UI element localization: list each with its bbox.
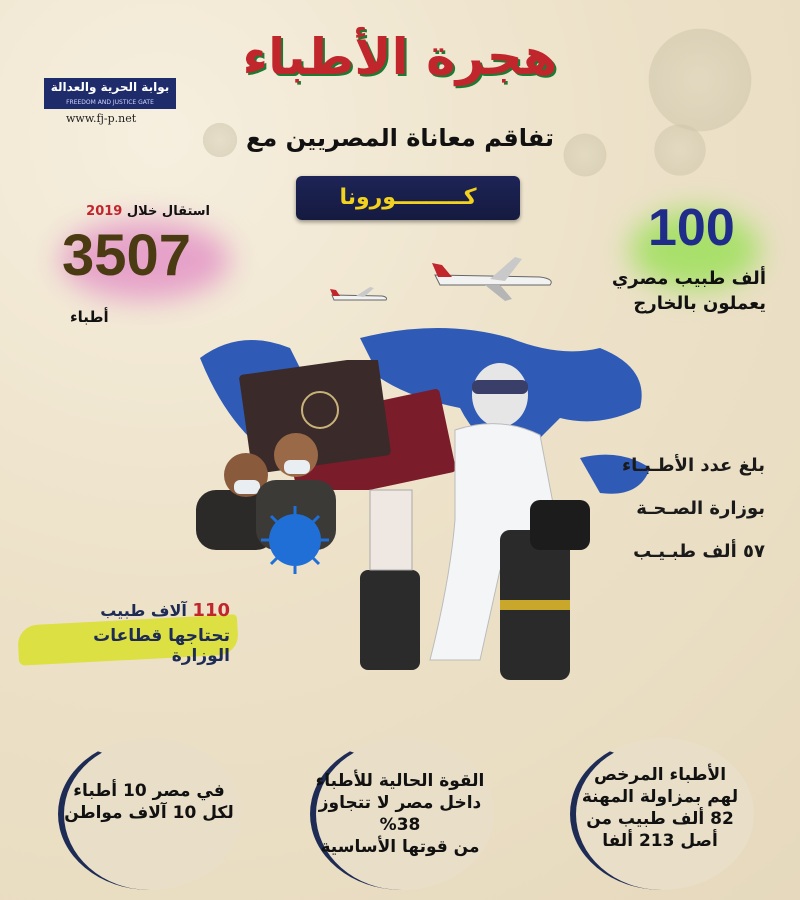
logo: بوابة الحرية والعدالة — [44, 78, 176, 108]
airplane-icon — [430, 255, 560, 305]
abroad-line-2: يعملون بالخارج — [633, 293, 766, 314]
fact-circle-3-line: 82 ألف طبيب من — [586, 809, 734, 829]
needs-header — [60, 600, 230, 621]
fact-circle-2-line: من قوتها الأساسية — [320, 837, 480, 857]
fact-circle-3-line: الأطباء المرخص — [593, 765, 727, 785]
ministry-line-1: بلغ عدد الأطـبـاء — [621, 455, 765, 476]
page-subtitle: تفاقم معاناة المصريين مع — [245, 124, 555, 152]
airplane-icon — [330, 285, 390, 309]
resignations-unit: أطباء — [70, 308, 109, 326]
needs-line-2: تحتاجها قطاعات الوزارة — [93, 626, 230, 666]
traveler-ppe-illustration — [360, 360, 610, 700]
ministry-line-2: بوزارة الصـحـة — [636, 498, 765, 519]
abroad-number: 100 — [648, 199, 735, 257]
fact-circle-1-line: في مصر 10 أطباء — [73, 781, 225, 801]
coronavirus-icon — [250, 500, 340, 580]
abroad-line-1: ألف طبيب مصري — [611, 268, 766, 289]
fact-circle-2-text — [300, 770, 500, 858]
ministry-line-3: ٥٧ ألف طبـيـب — [633, 541, 765, 562]
page-title: هجرة الأطباء — [242, 28, 558, 86]
website-url: www.fj-p.net — [66, 112, 137, 125]
fact-circle-3-text — [560, 764, 760, 852]
logo-subtitle: FREEDOM AND JUSTICE GATE — [44, 97, 176, 109]
resignations-number: 3507 — [62, 223, 192, 288]
fact-circle-2-line: داخل مصر لا تتجاوز 38% — [318, 793, 482, 835]
virus-decoration-icon — [640, 20, 760, 140]
resignations-label-prefix: استقال خلال — [126, 204, 210, 219]
fact-circle-2-line: القوة الحالية للأطباء — [315, 771, 485, 791]
resignations-label — [60, 204, 210, 219]
needs-number: 110 — [192, 600, 230, 621]
fact-circle-3-line: لهم بمزاولة المهنة — [581, 787, 739, 807]
fact-circle-1-text — [60, 780, 238, 824]
fact-circle-1-line: لكل 10 آلاف مواطن — [64, 803, 234, 823]
corona-badge: كـــــــــورونا — [296, 176, 520, 220]
needs-line-1: آلاف طبيب — [100, 601, 187, 620]
fact-circle-3-line: أصل 213 ألفا — [602, 831, 718, 851]
resignations-year: 2019 — [86, 204, 123, 219]
virus-decoration-icon — [650, 120, 710, 180]
